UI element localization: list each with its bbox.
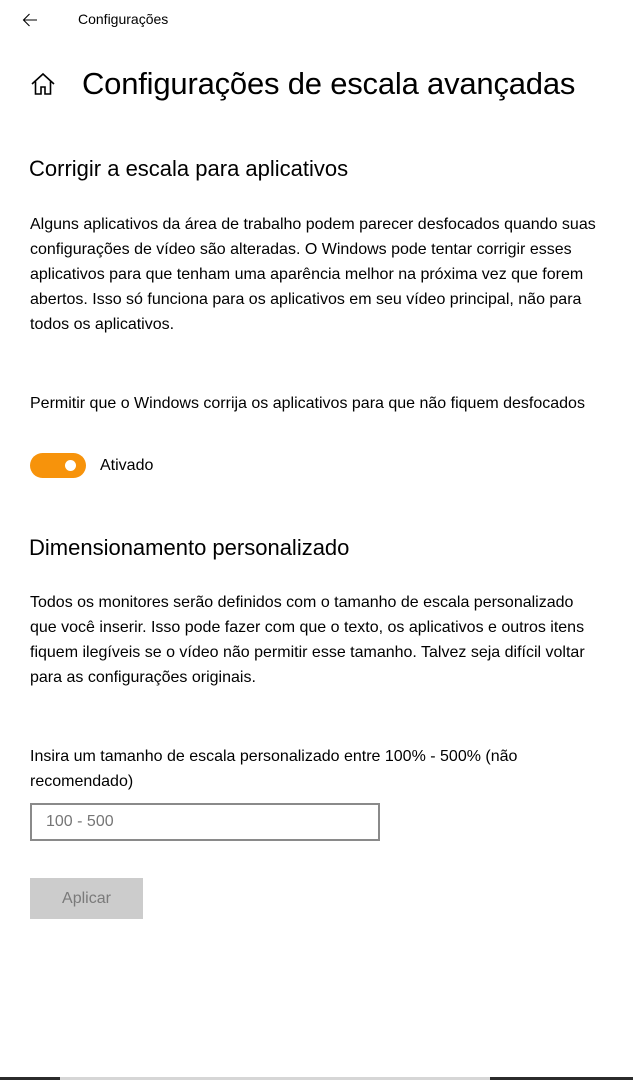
fix-scaling-toggle-label: Permitir que o Windows corrija os aplicativos para que não fiquem desfocados [30, 395, 585, 412]
fix-scaling-description: Alguns aplicativos da área de trabalho podem parecer desfocados quando suas configurações de vídeo são alteradas. O Windows pode tentar corrigir esses aplicativos para que tenham uma aparência melhor na próxima vez que forem abertos. Isso só funciona para os aplicativos em seu vídeo principal, não para todos os aplicativos. [30, 216, 596, 333]
window-title: Configurações [78, 11, 169, 27]
title-bar [0, 0, 633, 40]
page-heading [28, 66, 575, 102]
apply-button[interactable]: Aplicar [30, 878, 143, 919]
custom-scaling-input-label: Insira um tamanho de escala personalizado entre 100% - 500% (não recomendado) [30, 748, 518, 790]
page-title: Configurações de escala avançadas [82, 66, 576, 101]
fix-scaling-toggle[interactable] [30, 453, 86, 478]
custom-scale-input[interactable] [30, 803, 380, 841]
custom-scaling-section-title: Dimensionamento personalizado [29, 535, 350, 560]
toggle-state-label: Ativado [100, 456, 154, 474]
back-arrow-icon [22, 12, 38, 28]
toggle-knob [65, 460, 76, 471]
fix-scaling-toggle-row [30, 453, 153, 478]
custom-scaling-description: Todos os monitores serão definidos com o tamanho de escala personalizado que você inserir. Isso pode fazer com que o texto, os aplicativos e outros itens fiquem ilegíveis se o vídeo não permitir esse tamanho. Talvez seja difícil voltar para as configurações originais. [30, 594, 585, 686]
fix-scaling-section-title: Corrigir a escala para aplicativos [29, 156, 349, 181]
back-button[interactable] [16, 6, 44, 34]
home-icon [28, 69, 58, 99]
